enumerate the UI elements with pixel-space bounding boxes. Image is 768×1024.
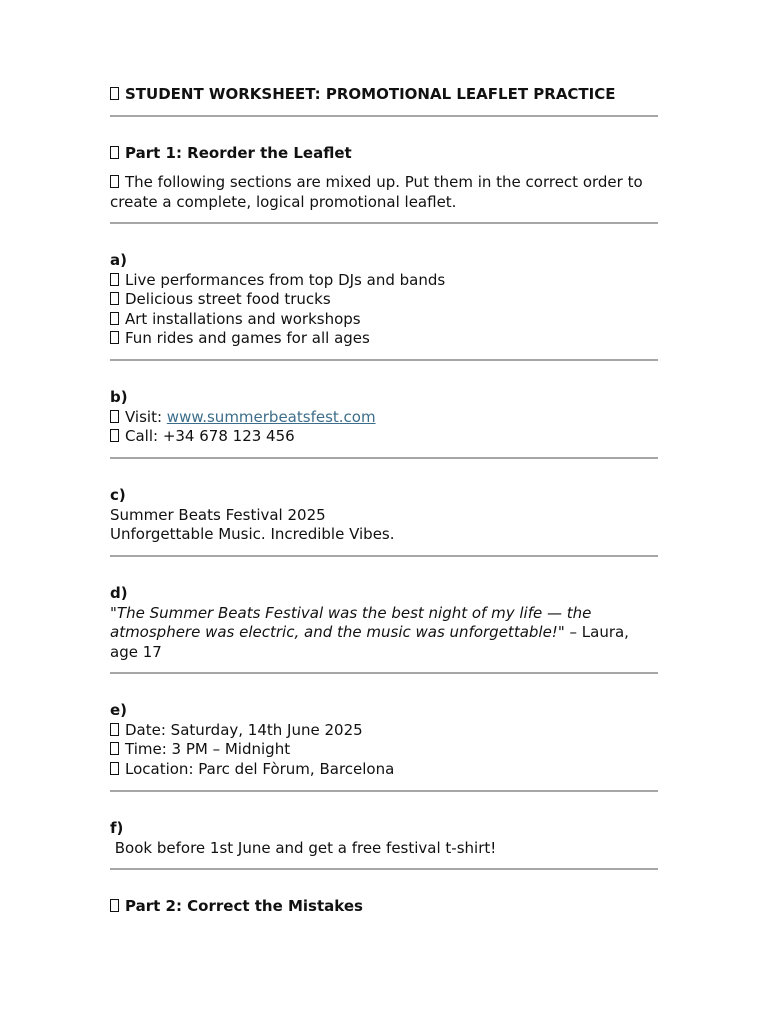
section-e [110,701,658,779]
visit-line: Visit: www.summerbeatsfest.com [110,408,658,428]
section-b [110,388,658,447]
testimonial: "The Summer Beats Festival was the best night of my life — the atmosphere was electric, and the music was unforgettable!" – Laura, age 17 [110,603,629,661]
list-item: Art installations and workshops [110,310,658,330]
section-label: e) [110,701,128,719]
offer-text: Book before 1st June and get a free festival t-shirt! [110,838,497,857]
divider [110,790,658,792]
section-label: f) [110,819,124,837]
emoji-icon [110,175,119,188]
divider [110,359,658,361]
emoji-icon [110,723,119,736]
location-line: Location: Parc del Fòrum, Barcelona [110,760,658,780]
emoji-icon [110,331,119,344]
emoji-icon [110,762,119,775]
section-c [110,486,658,545]
call-line: Call: +34 678 123 456 [110,427,658,447]
emoji-icon [110,312,119,325]
emoji-icon [110,273,119,286]
divider [110,672,658,674]
divider [110,222,658,224]
emoji-icon [110,899,119,912]
emoji-icon [110,429,119,442]
divider [110,555,658,557]
section-d [110,584,658,662]
divider [110,868,658,870]
section-label: c) [110,486,126,504]
time-line: Time: 3 PM – Midnight [110,740,658,760]
section-a [110,251,658,349]
emoji-icon [110,292,119,305]
worksheet-title: STUDENT WORKSHEET: PROMOTIONAL LEAFLET PRACTICE [110,85,658,105]
divider [110,115,658,117]
part1-heading: Part 1: Reorder the Leaflet [110,144,658,164]
list-item: Fun rides and games for all ages [110,329,658,349]
emoji-icon [110,410,119,423]
section-label: d) [110,584,128,602]
emoji-icon [110,87,119,100]
part1-instructions: The following sections are mixed up. Put them in the correct order to create a complete, logical promotional leaflet. [110,173,643,211]
list-item: Delicious street food trucks [110,290,658,310]
emoji-icon [110,146,119,159]
section-f [110,819,658,858]
website-link[interactable]: www.summerbeatsfest.com [166,407,376,426]
divider [110,457,658,459]
section-label: a) [110,251,127,269]
list-item: Live performances from top DJs and bands [110,271,658,291]
festival-slogan: Unforgettable Music. Incredible Vibes. [110,525,395,544]
part2-heading: Part 2: Correct the Mistakes [110,897,658,917]
section-label: b) [110,388,128,406]
festival-name: Summer Beats Festival 2025 [110,505,326,524]
date-line: Date: Saturday, 14th June 2025 [110,721,658,741]
emoji-icon [110,742,119,755]
